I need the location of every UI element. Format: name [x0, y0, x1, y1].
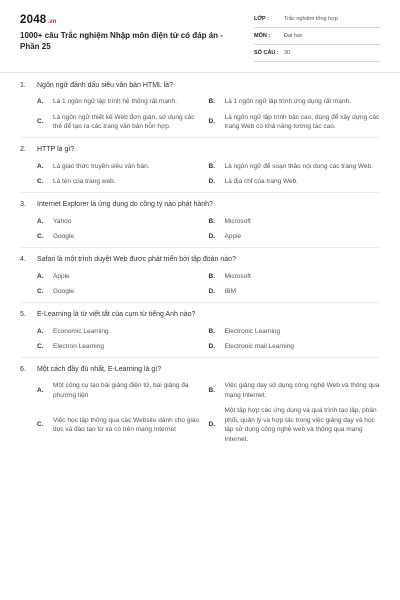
option-text: Là ngôn ngữ để soạn thảo nội dung các trang Web. [224, 162, 373, 170]
meta-label-lop: LỚP : [254, 16, 269, 22]
option-letter: B. [208, 272, 215, 280]
option-letter: D. [208, 232, 215, 240]
option-letter: D. [208, 421, 215, 429]
option-text: Là giao thức truyền siêu văn bản. [53, 162, 150, 170]
option-letter: B. [208, 387, 215, 395]
page-header [0, 0, 400, 72]
option-letter: C. [37, 287, 44, 295]
option-d[interactable] [209, 406, 381, 444]
header-divider [0, 72, 400, 73]
question-number: 4. [20, 256, 26, 264]
option-text: Electronic mail Learning [224, 342, 294, 350]
meta-info-box [254, 13, 380, 62]
option-text: Electronic Learning [224, 327, 281, 335]
option-text: Một tập hợp các ứng dụng và quá trình tạo lập, phân phối, quản lý và hợp tác trong việc giảng dạy và học tập sử dụng công nghệ web và thông qua mạng Internet. [224, 407, 377, 443]
question-6 [0, 360, 400, 452]
question-3 [0, 195, 400, 250]
question-separator [20, 137, 380, 138]
option-a[interactable] [37, 162, 209, 171]
question-stem [20, 81, 380, 91]
option-text: Là tên của trang web. [53, 177, 116, 185]
meta-label-socau: SỐ CÂU : [254, 50, 279, 56]
question-number: 5. [20, 311, 26, 319]
question-number: 2. [20, 146, 26, 154]
question-number: 3. [20, 201, 26, 209]
option-c[interactable] [37, 406, 209, 444]
options-row [37, 177, 380, 186]
option-text: Một công cụ tạo bài giảng điện tử, bài giảng đa phương tiện [53, 382, 189, 399]
option-c[interactable] [37, 342, 209, 351]
meta-value-socau: 30 [284, 50, 291, 56]
options-row [37, 327, 380, 336]
option-letter: A. [37, 162, 44, 170]
option-text: Google [53, 232, 74, 240]
option-d[interactable] [209, 287, 381, 296]
question-stem [20, 145, 380, 155]
option-a[interactable] [37, 97, 209, 106]
option-letter: D. [208, 177, 215, 185]
page-title: 1000+ câu Trắc nghiệm Nhập môn điện tử có đáp án - Phần 25 [20, 31, 223, 52]
site-logo[interactable] [20, 12, 57, 29]
question-separator [20, 357, 380, 358]
options-row [37, 162, 380, 171]
options-row [37, 342, 380, 351]
option-letter: A. [37, 272, 44, 280]
option-text: Apple [53, 272, 70, 280]
option-d[interactable] [209, 177, 381, 186]
option-letter: C. [37, 177, 44, 185]
option-text: Là địa chỉ của trang Web. [224, 177, 299, 185]
options-row [37, 232, 380, 241]
question-2 [0, 140, 400, 195]
options-grid [37, 162, 380, 187]
option-d[interactable] [209, 342, 381, 351]
option-b[interactable] [209, 97, 381, 106]
option-letter: C. [37, 232, 44, 240]
question-4 [0, 250, 400, 305]
option-c[interactable] [37, 287, 209, 296]
option-d[interactable] [209, 113, 381, 132]
options-row [37, 97, 380, 106]
options-row [37, 287, 380, 296]
question-text: HTTP là gì? [37, 146, 75, 154]
question-text: Safari là một trình duyệt Web được phát triển bởi tập đoàn nào? [37, 256, 236, 264]
question-stem [20, 365, 380, 375]
meta-value-mon: Đại học [284, 33, 303, 39]
option-letter: D. [208, 118, 215, 126]
question-1 [0, 76, 400, 140]
question-text: Internet Explorer là ứng dụng do công ty nào phát hành? [37, 201, 213, 209]
options-row [37, 272, 380, 281]
option-letter: A. [37, 387, 44, 395]
option-letter: B. [208, 327, 215, 335]
question-list [0, 76, 400, 452]
option-text: Là 1 ngôn ngữ lập trình hệ thống rất mạnh. [53, 98, 177, 106]
option-letter: A. [37, 98, 44, 106]
option-text: Economic Learning [53, 327, 109, 335]
option-letter: B. [208, 162, 215, 170]
options-row [37, 217, 380, 226]
question-5 [0, 305, 400, 360]
options-grid [37, 381, 380, 444]
option-text: Microsoft [224, 217, 251, 225]
option-a[interactable] [37, 381, 209, 400]
option-c[interactable] [37, 232, 209, 241]
option-b[interactable] [209, 327, 381, 336]
option-letter: A. [37, 217, 44, 225]
question-number: 6. [20, 366, 26, 374]
option-b[interactable] [209, 217, 381, 226]
option-text: Apple [224, 232, 242, 240]
question-separator [20, 247, 380, 248]
option-a[interactable] [37, 272, 209, 281]
question-stem [20, 255, 380, 265]
option-letter: D. [208, 342, 215, 350]
option-a[interactable] [37, 217, 209, 226]
option-letter: C. [37, 118, 44, 126]
option-letter: C. [37, 342, 44, 350]
options-grid [37, 327, 380, 352]
options-row [37, 113, 380, 132]
question-stem [20, 200, 380, 210]
option-b[interactable] [209, 272, 381, 281]
logo-suffix-text: .vn [47, 19, 57, 25]
option-text: Việc học tập thông qua các Website dành cho giáo dục và đào tạo từ xa có trên mạng Internet [53, 416, 200, 434]
option-text: Là 1 ngôn ngữ lập trình ứng dụng rất mạnh. [224, 98, 352, 106]
question-stem [20, 310, 380, 320]
option-b[interactable] [209, 162, 381, 171]
options-row [37, 381, 380, 400]
option-text: Electron Learning [53, 342, 104, 350]
question-text: E-Learning là từ viết tắt của cụm từ tiếng Anh nào? [37, 311, 196, 319]
option-a[interactable] [37, 327, 209, 336]
option-text: Là ngôn ngữ lập trình bậc cao, dùng để xây dựng các trang Web có khả năng tương tác cao. [224, 113, 380, 130]
question-number: 1. [20, 82, 26, 89]
option-c[interactable] [37, 113, 209, 132]
question-text: Một cách đầy đủ nhất, E-Learning là gì? [37, 366, 162, 374]
question-separator [20, 192, 380, 193]
options-grid [37, 217, 380, 242]
meta-row-socau [254, 47, 380, 62]
option-b[interactable] [209, 381, 381, 400]
option-c[interactable] [37, 177, 209, 186]
question-text: Ngôn ngữ đánh dấu siêu văn bản HTML là? [37, 82, 173, 89]
option-text: Google [53, 287, 74, 295]
option-letter: C. [37, 421, 44, 429]
options-grid [37, 272, 380, 297]
options-row [37, 406, 380, 444]
meta-row-lop [254, 13, 380, 28]
option-letter: D. [208, 287, 215, 295]
option-letter: B. [208, 98, 215, 106]
option-d[interactable] [209, 232, 381, 241]
meta-label-mon: MÔN : [254, 33, 271, 39]
option-text: Yahoo [53, 217, 72, 225]
option-text: IBM [224, 287, 237, 295]
options-grid [37, 97, 380, 131]
option-text: Là ngôn ngữ thiết kế Web đơn giản, sử dụng các thẻ để tạo ra các trang văn bản hỗn hợp. [53, 113, 195, 130]
meta-value-lop: Trắc nghiệm tổng hợp [284, 16, 338, 22]
logo-main-text: 2048 [20, 14, 47, 26]
question-separator [20, 302, 380, 303]
option-text: Microsoft [224, 272, 251, 280]
option-text: Việc giảng dạy sử dụng công nghệ Web và thông qua mạng Internet. [224, 382, 380, 399]
option-letter: A. [37, 327, 44, 335]
option-letter: B. [208, 217, 215, 225]
meta-row-mon [254, 30, 380, 45]
